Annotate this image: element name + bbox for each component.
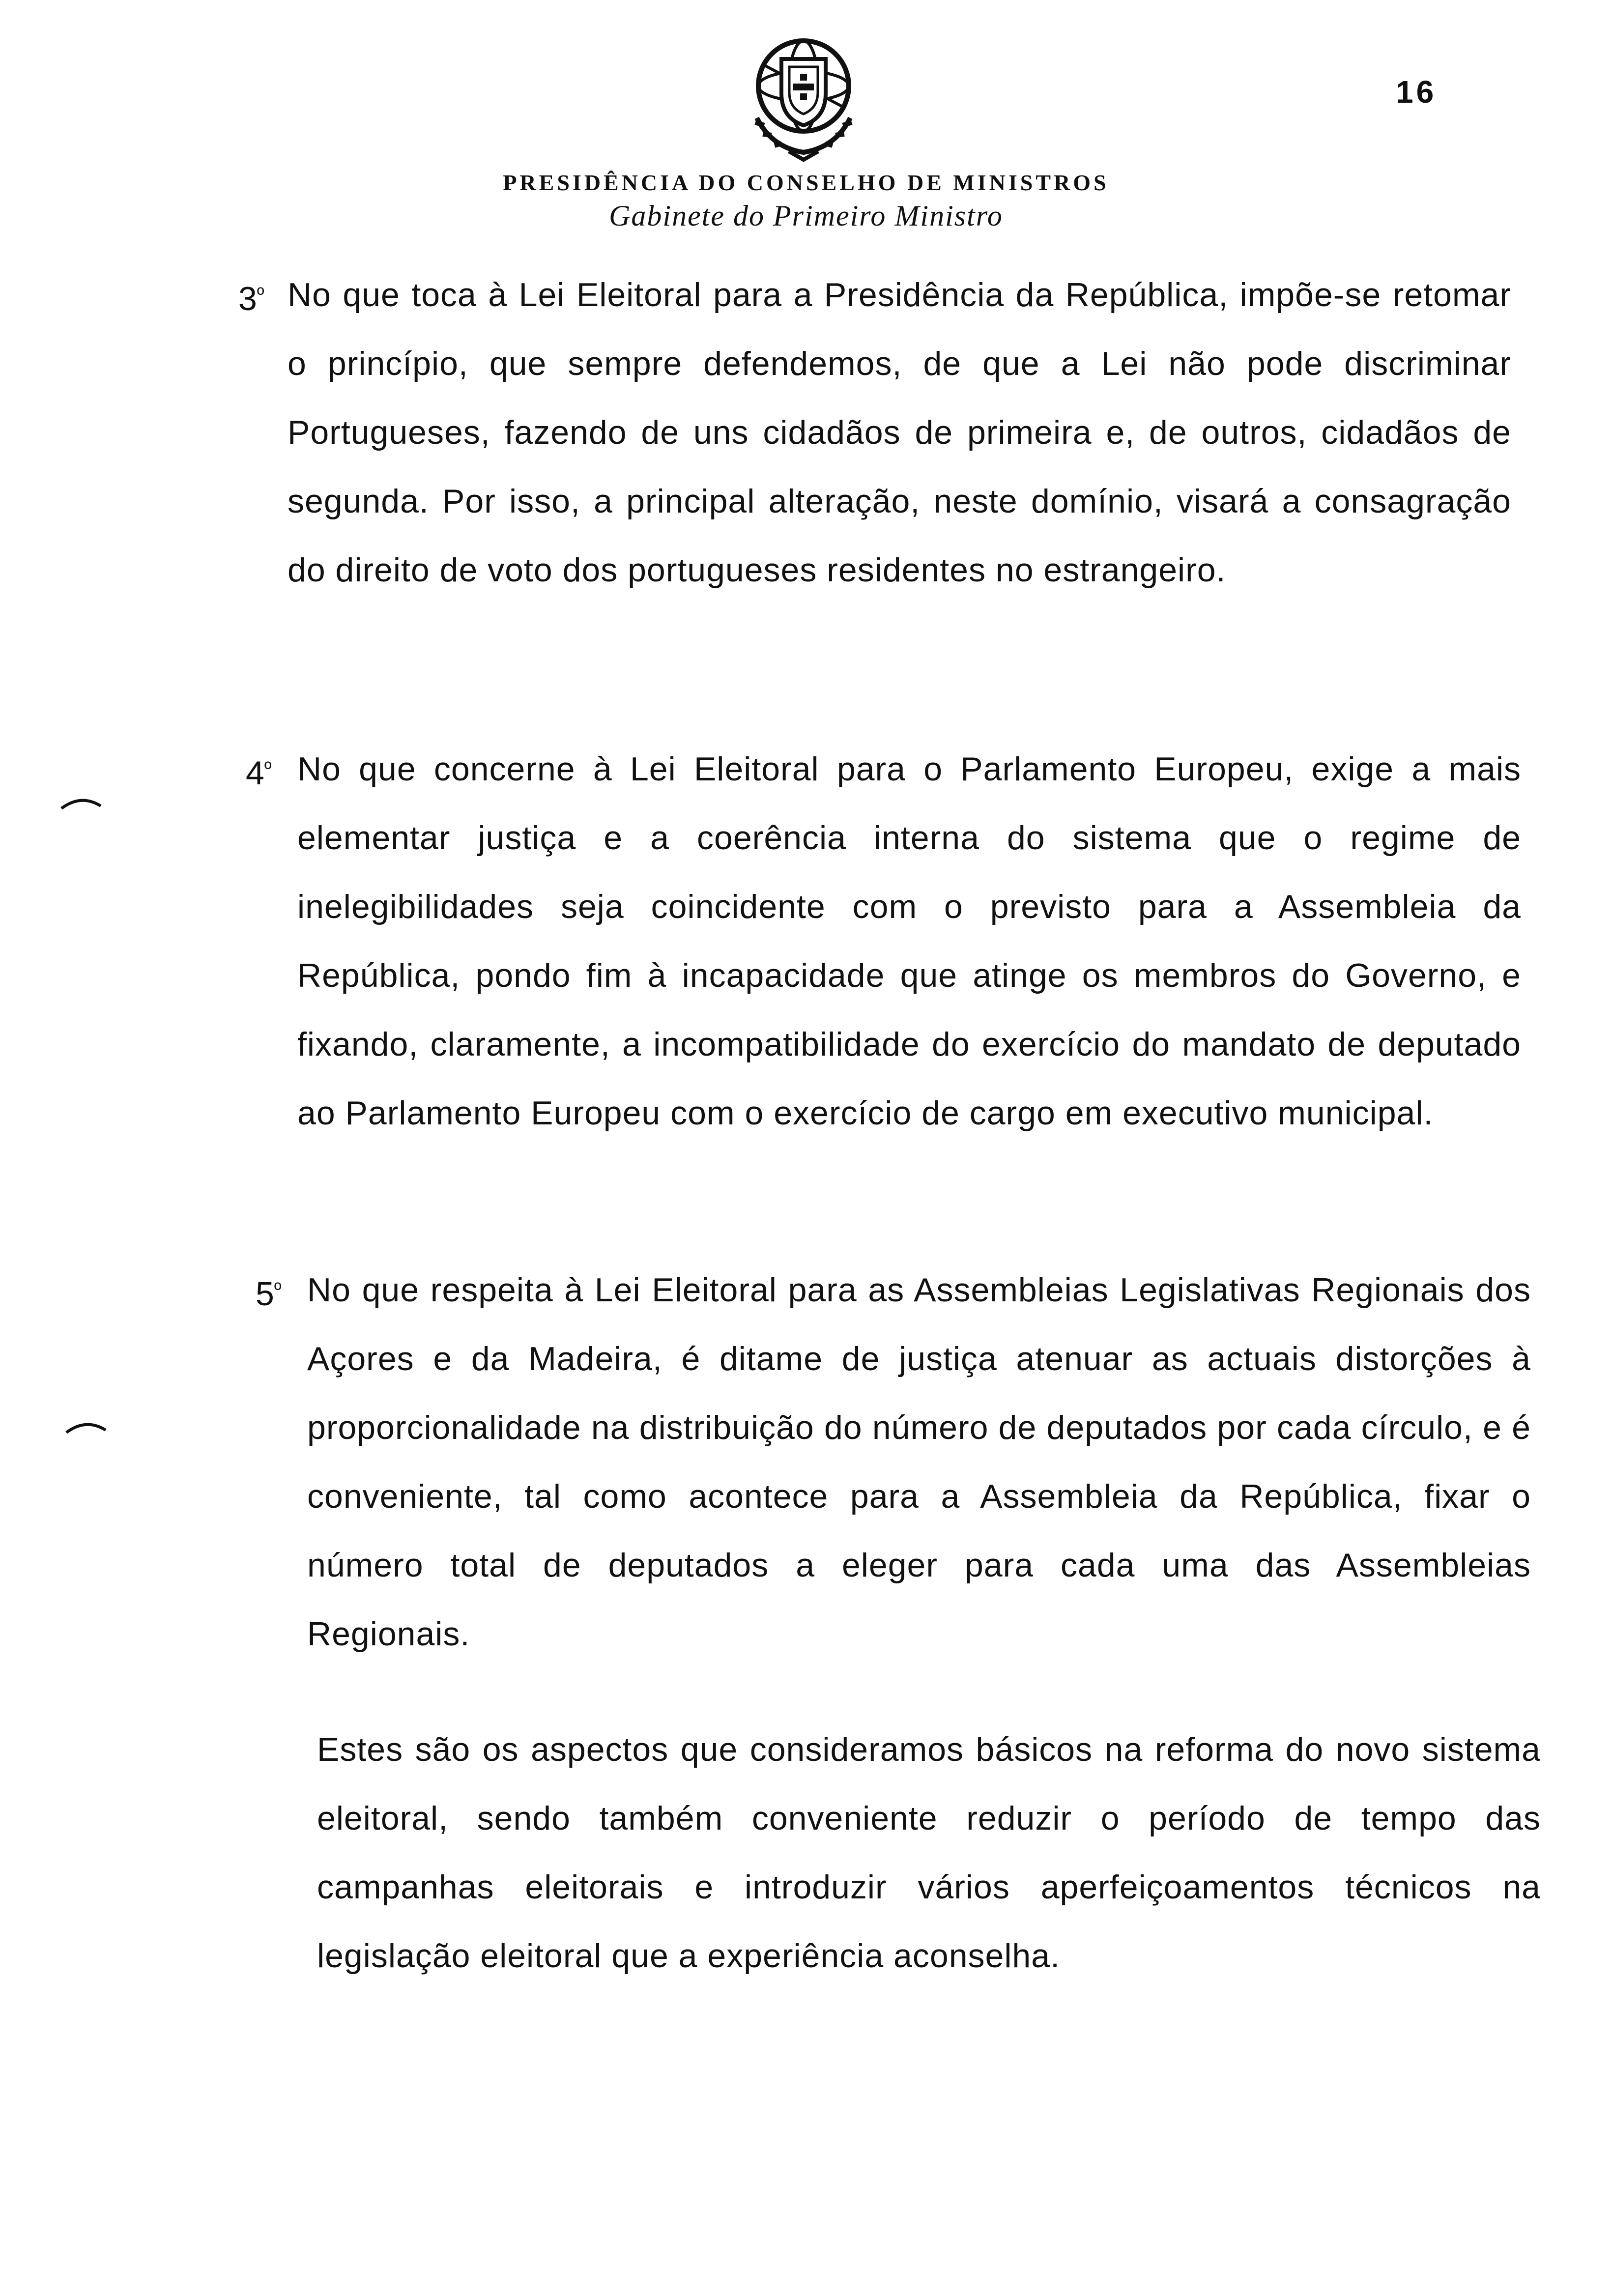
paragraph-item-5: No que respeita à Lei Eleitoral para as Assembleias Legislativas Regionais dos Açores e da Madeira, é ditame de justiça atenuar as actuais distorções à proporcionalidade na distribuição do número de deputados por cada círculo, e é conveniente, tal como acontece para a Assembleia da República, fixar o número total de deputados a eleger para cada uma das Assembleias Regionais. [307,1271,1531,1653]
cabinet-heading: Gabinete do Primeiro Ministro [609,200,1003,232]
margin-mark [59,794,103,813]
coat-of-arms-icon [742,34,865,162]
closing-paragraph: Estes são os aspectos que consideramos básicos na reforma do novo sistema eleitoral, sendo também conveniente reduzir o período de tempo das campanhas eleitorais e introduzir vários aperfeiçoamentos técnicos na legislação eleitoral que a experiência aconselha. [317,1731,1541,1975]
margin-mark [64,1418,108,1437]
paragraph-item-4: No que concerne à Lei Eleitoral para o Parlamento Europeu, exige a mais elementar justiça e a coerência interna do sistema que o regime de inelegibilidades seja coincidente com o previsto para a Assembleia da República, pondo fim à incapacidade que atinge os membros do Governo, e fixando, claramente, a incompatibilidade do exercício do mandato de deputado ao Parlamento Europeu com o exercício de cargo em executivo municipal. [297,750,1521,1132]
item-number-3: $3^º$ [238,280,264,317]
page-number: 16 [1396,74,1437,110]
office-heading: PRESIDÊNCIA DO CONSELHO DE MINISTROS [503,170,1109,195]
paragraph-item-3: No que toca à Lei Eleitoral para a Presidência da República, impõe-se retomar o princípio, que sempre defendemos, de que a Lei não pode discriminar Portugueses, fazendo de uns cidadãos de primeira e, de outros, cidadãos de segunda. Por isso, a principal alteração, neste domínio, visará a consagração do direito de voto dos portugueses residentes no estrangeiro. [288,276,1511,589]
item-number-4: $4^º$ [246,754,272,792]
item-number-5: $5^º$ [256,1275,282,1313]
